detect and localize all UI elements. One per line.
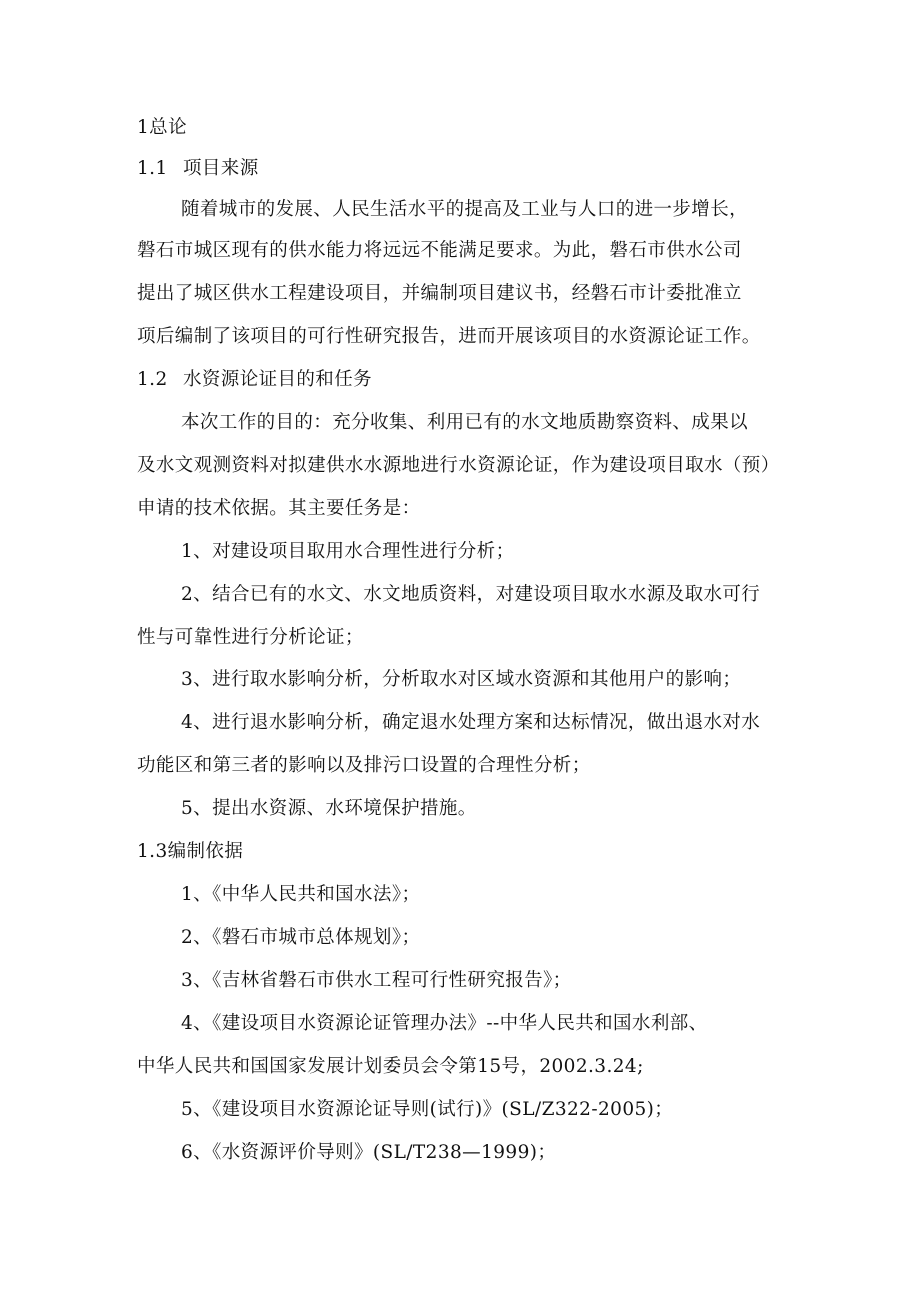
reference-item-5: 5、《建设项目水资源论证导则(试行)》(SL/Z322-2005)； (181, 1099, 674, 1120)
task-item-2: 2、结合已有的水文、水文地质资料，对建设项目取水水源及取水可行 (181, 584, 761, 605)
reference-item-4-cont: 中华人民共和国国家发展计划委员会令第15号，2002.3.24; (137, 1056, 644, 1077)
task-item-4-cont: 功能区和第三者的影响以及排污口设置的合理性分析； (137, 755, 591, 776)
reference-item-1: 1、《中华人民共和国水法》； (181, 884, 421, 905)
paragraph-line: 申请的技术依据。其主要任务是： (137, 498, 421, 519)
chapter-heading: 1总论 (137, 117, 187, 138)
section-heading-1-3: 1.3编制依据 (137, 841, 244, 862)
paragraph-line: 项后编制了该项目的可行性研究报告，进而开展该项目的水资源论证工作。 (137, 326, 761, 347)
reference-item-2: 2、《磐石市城市总体规划》； (181, 927, 421, 948)
paragraph-line: 磐石市城区现有的供水能力将远远不能满足要求。为此，磐石市供水公司 (137, 240, 742, 261)
task-item-1: 1、对建设项目取用水合理性进行分析； (181, 541, 515, 562)
task-item-4: 4、进行退水影响分析，确定退水处理方案和达标情况，做出退水对水 (181, 712, 761, 733)
task-item-5: 5、提出水资源、水环境保护措施。 (181, 798, 477, 819)
paragraph-line: 本次工作的目的：充分收集、利用已有的水文地质勘察资料、成果以 (181, 412, 749, 433)
paragraph-line: 及水文观测资料对拟建供水水源地进行水资源论证，作为建设项目取水（预） (137, 455, 780, 476)
paragraph-line: 随着城市的发展、人民生活水平的提高及工业与人口的进一步增长， (181, 199, 749, 220)
reference-item-4: 4、《建设项目水资源论证管理办法》--中华人民共和国水利部、 (181, 1013, 708, 1034)
section-number: 1.2 (137, 369, 168, 390)
section-heading-1-1 (137, 157, 259, 181)
task-item-3: 3、进行取水影响分析，分析取水对区域水资源和其他用户的影响； (181, 669, 742, 690)
section-title: 项目来源 (183, 158, 259, 179)
section-number: 1.1 (137, 158, 168, 179)
task-item-2-cont: 性与可靠性进行分析论证； (137, 627, 364, 648)
paragraph-line: 提出了城区供水工程建设项目，并编制项目建议书，经磐石市计委批准立 (137, 283, 742, 304)
reference-item-3: 3、《吉林省磐石市供水工程可行性研究报告》； (181, 970, 572, 991)
reference-item-6: 6、《水资源评价导则》(SL/T238—1999)； (181, 1142, 557, 1163)
section-heading-1-2 (137, 368, 372, 392)
section-title: 水资源论证目的和任务 (183, 369, 373, 390)
